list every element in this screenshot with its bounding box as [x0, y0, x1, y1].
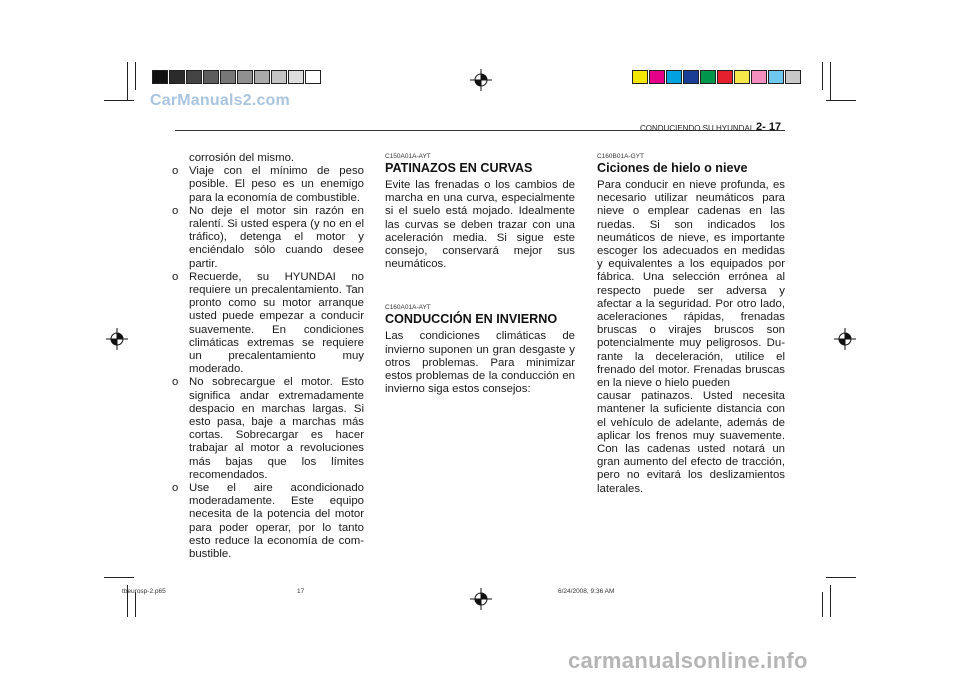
bullet-mark: o [172, 204, 179, 217]
section-body: Para conducir en nieve profunda, es necesario utilizar neumáticos para nieve o emplear cadenas en las ruedas. Si son indicados los neumáticos de nieve, es importante escoger los adecuados en medidas y equivalentes a los equipados por fábrica. Una selección errónea al respecto puede ser adversa y afectar a la seguridad. Por otro lado, aceleraciones rápidas, frenadas bruscas o virajes bruscos son potencialmente muy peligrosos. Du-rante la deceleración, utilice el frenado del motor. Frenadas bruscas en la nieve o hielo pueden [597, 179, 785, 390]
list-item [172, 165, 364, 205]
crop-mark-bl-v2 [135, 592, 136, 617]
list-item [172, 205, 364, 271]
grayscale-swatch [288, 70, 304, 84]
section-code: C160A01A-AYT [385, 304, 431, 312]
section-body-continued: causar patinazos. Usted necesita mantener la suficiente distancia con el vehículo de adelante, además de aplicar los frenos muy suavemente. Con las cadenas usted notará un gran aumento del efecto de tracción, pero no evitará los deslizamientos laterales. [597, 390, 785, 495]
list-item-text: Use el aire acondicionado moderadamente. Este equipo necesita de la potencia del motor para poder operar, por lo tanto esto reduce la economía de com-bustible. [189, 482, 364, 561]
color-swatch [649, 70, 665, 84]
color-swatch [734, 70, 750, 84]
bullet-mark: o [172, 165, 179, 178]
crop-mark-br-h [826, 577, 856, 578]
watermark-top[interactable]: CarManuals2.com [150, 92, 290, 109]
registration-target-bottom-icon [470, 588, 492, 610]
grayscale-swatch [152, 70, 168, 84]
watermark-bottom[interactable]: carmanualsonline.info [568, 648, 808, 673]
color-swatch [717, 70, 733, 84]
grayscale-swatch [169, 70, 185, 84]
grayscale-swatch [254, 70, 270, 84]
section-code: C160B01A-GYT [597, 153, 644, 160]
section-heading: CONDUCCIÓN EN INVIERNO [385, 312, 558, 327]
list-item-text: Viaje con el mínimo de peso posible. El peso es un enemigo para la economía de combustible. [189, 165, 364, 204]
page-number: 2- 17 [756, 121, 782, 133]
color-swatch [632, 70, 648, 84]
color-swatch [785, 70, 801, 84]
crop-mark-bl-h [104, 577, 134, 578]
list-item-text: Recuerde, su HYUNDAI no requiere un precalentamiento. Tan pronto como su motor arranque usted puede empezar a conducir suavemente. En condiciones climáticas extremas se requiere un precalentamiento muy moderado. [189, 270, 364, 376]
footer-date: 6/24/2008, 9:36 AM [558, 588, 615, 595]
bullet-mark: o [172, 482, 179, 495]
section-heading: PATINAZOS EN CURVAS [385, 161, 533, 175]
crop-mark-tr-v2 [830, 62, 831, 100]
color-swatch [700, 70, 716, 84]
list-item [172, 271, 364, 377]
color-swatch [768, 70, 784, 84]
section-body: Las condiciones climáticas de invierno suponen un gran desgaste y otros problemas. Para minimizar estos problemas de la conducción en invierno siga estos consejos: [385, 330, 575, 396]
list-item [172, 482, 364, 561]
running-title: CONDUCIENDO SU HYUNDAI [640, 124, 753, 133]
column-2 [385, 153, 575, 396]
registration-target-right-icon [834, 328, 856, 350]
crop-mark-tr-v [822, 62, 823, 90]
registration-target-left-icon [106, 328, 128, 350]
registration-target-top-icon [470, 69, 492, 91]
grayscale-swatch [186, 70, 202, 84]
footer-filename: tbeurosp-2.p65 [122, 588, 166, 595]
color-swatch [751, 70, 767, 84]
color-swatch [683, 70, 699, 84]
column-1 [172, 152, 364, 561]
column-3 [597, 153, 785, 496]
grayscale-swatch [237, 70, 253, 84]
section-heading: Ciciones de hielo o nieve [597, 161, 748, 175]
crop-mark-tl-v [127, 62, 128, 100]
section-body: Evite las frenadas o los cambios de marcha en una curva, especialmente si el suelo está mojado. Idealmente las curvas se deben trazar con una aceleración media. Si sigue este consejo, conservará mejor sus neumáticos. [385, 179, 575, 271]
bullet-mark: o [172, 376, 179, 389]
color-swatch [666, 70, 682, 84]
list-item-text: No deje el motor sin razón en ralentí. Si usted espera (y no en el tráfico), detenga el motor y enciéndalo sólo cuando desee partir. [189, 204, 364, 270]
grayscale-swatch [271, 70, 287, 84]
list-item [172, 376, 364, 482]
bullet-mark: o [172, 270, 179, 283]
grayscale-swatch [203, 70, 219, 84]
crop-mark-tl-h [104, 100, 134, 101]
continuation-text: corrosión del mismo. [189, 152, 295, 164]
crop-mark-br-v2 [830, 585, 831, 617]
grayscale-swatch [220, 70, 236, 84]
crop-mark-tl-v2 [135, 62, 136, 90]
footer-page-number: 17 [297, 588, 305, 595]
section-code: C150A01A-AYT [385, 153, 431, 160]
list-item-text: No sobrecargue el motor. Esto significa andar extremadamente despacio en marchas largas. Si esto pasa, baje a marchas más cortas. Sobrecargar es hacer trabajar al motor a revoluciones más bajas que los límites recomendados. [189, 376, 364, 481]
crop-mark-tr-h [826, 100, 856, 101]
crop-mark-br-v [822, 592, 823, 617]
grayscale-swatch [305, 70, 321, 84]
